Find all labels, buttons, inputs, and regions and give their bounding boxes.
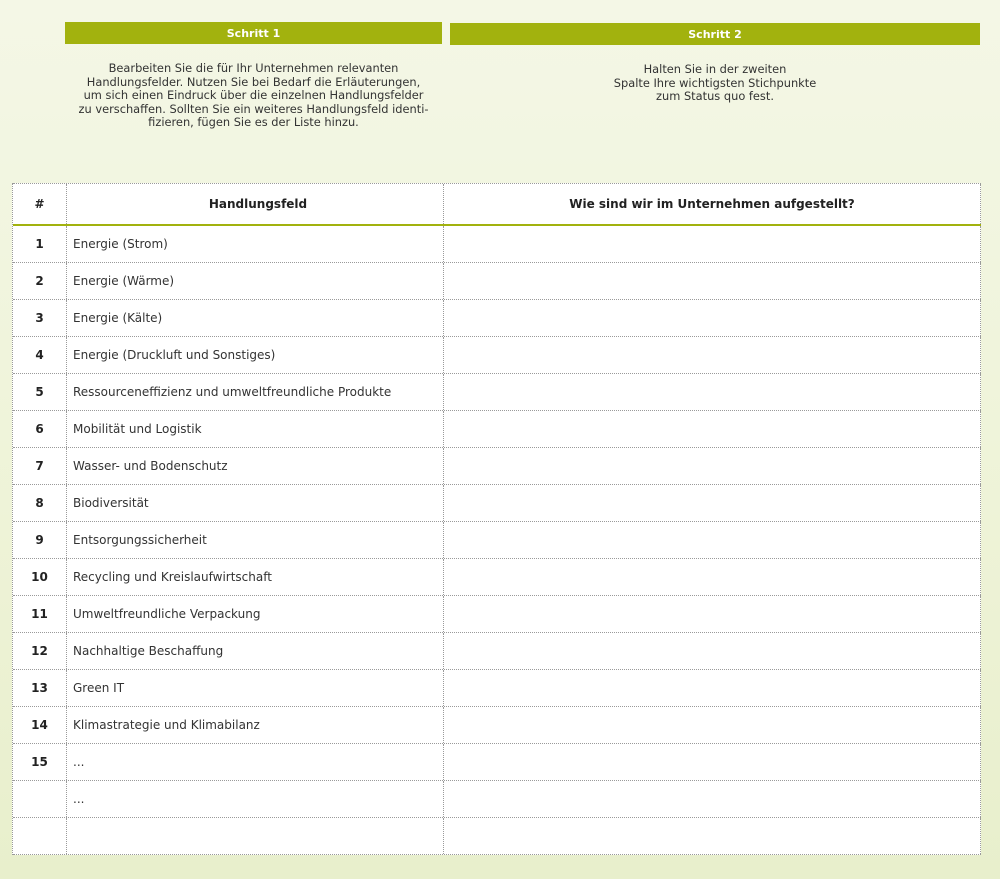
row-action-field[interactable]: Green IT xyxy=(67,670,444,706)
row-action-field[interactable]: Klimastrategie und Klimabilanz xyxy=(67,707,444,743)
table-row xyxy=(13,559,981,596)
row-number: 9 xyxy=(13,522,67,558)
table-row xyxy=(13,633,981,670)
table-row xyxy=(13,300,981,337)
row-status-notes[interactable] xyxy=(444,596,981,632)
step-1-line: Handlungsfelder. Nutzen Sie bei Bedarf die Erläuterungen, xyxy=(86,74,421,89)
row-action-field[interactable]: Energie (Strom) xyxy=(67,226,444,262)
row-number: 2 xyxy=(13,263,67,299)
row-action-field[interactable]: Umweltfreundliche Verpackung xyxy=(67,596,444,632)
table-row xyxy=(13,226,981,263)
row-status-notes[interactable] xyxy=(444,781,981,817)
row-number: 7 xyxy=(13,448,67,484)
action-fields-table xyxy=(12,183,981,855)
row-status-notes[interactable] xyxy=(444,707,981,743)
row-action-field[interactable]: Biodiversität xyxy=(67,485,444,521)
table-row xyxy=(13,670,981,707)
row-status-notes[interactable] xyxy=(444,448,981,484)
row-number: 13 xyxy=(13,670,67,706)
row-number xyxy=(13,781,67,817)
row-status-notes[interactable] xyxy=(444,485,981,521)
row-action-field[interactable] xyxy=(67,818,444,854)
row-number: 11 xyxy=(13,596,67,632)
row-action-field[interactable]: Entsorgungssicherheit xyxy=(67,522,444,558)
row-status-notes[interactable] xyxy=(444,300,981,336)
step-2-line: Halten Sie in der zweiten xyxy=(643,62,787,76)
table-row xyxy=(13,411,981,448)
step-1-line: Bearbeiten Sie die für Ihr Unternehmen relevanten xyxy=(108,61,399,75)
row-action-field[interactable]: Energie (Druckluft und Sonstiges) xyxy=(67,337,444,373)
row-action-field[interactable]: Energie (Kälte) xyxy=(67,300,444,336)
table-row xyxy=(13,374,981,411)
step-2-header: Schritt 2 xyxy=(450,23,980,45)
row-status-notes[interactable] xyxy=(444,411,981,447)
row-status-notes[interactable] xyxy=(444,522,981,558)
step-2-instructions xyxy=(450,63,980,104)
row-action-field[interactable]: Energie (Wärme) xyxy=(67,263,444,299)
step-1-header: Schritt 1 xyxy=(65,22,442,44)
row-number: 3 xyxy=(13,300,67,336)
row-status-notes[interactable] xyxy=(444,744,981,780)
header-status: Wie sind wir im Unternehmen aufgestellt? xyxy=(444,184,981,224)
row-action-field[interactable]: Wasser- und Bodenschutz xyxy=(67,448,444,484)
table-row xyxy=(13,263,981,300)
row-number: 10 xyxy=(13,559,67,595)
table-row xyxy=(13,707,981,744)
row-number: 6 xyxy=(13,411,67,447)
step-2-line: zum Status quo fest. xyxy=(656,89,774,104)
table-row xyxy=(13,485,981,522)
step-2-line: Spalte Ihre wichtigsten Stichpunkte xyxy=(613,75,817,90)
row-number: 12 xyxy=(13,633,67,669)
table-header-row xyxy=(13,183,981,226)
row-action-field[interactable]: Mobilität und Logistik xyxy=(67,411,444,447)
table-row xyxy=(13,337,981,374)
table-row xyxy=(13,448,981,485)
step-1-line: zu verschaffen. Sollten Sie ein weiteres Handlungsfeld identi- xyxy=(78,101,429,116)
row-status-notes[interactable] xyxy=(444,374,981,410)
row-status-notes[interactable] xyxy=(444,337,981,373)
row-number: 1 xyxy=(13,226,67,262)
row-status-notes[interactable] xyxy=(444,670,981,706)
row-status-notes[interactable] xyxy=(444,633,981,669)
step-1-line: fizieren, fügen Sie es der Liste hinzu. xyxy=(148,115,359,130)
row-number: 4 xyxy=(13,337,67,373)
table-row xyxy=(13,781,981,818)
row-number: 15 xyxy=(13,744,67,780)
header-number: # xyxy=(13,184,67,224)
table-row xyxy=(13,744,981,781)
row-status-notes[interactable] xyxy=(444,559,981,595)
table-row xyxy=(13,522,981,559)
row-action-field[interactable]: Nachhaltige Beschaffung xyxy=(67,633,444,669)
row-status-notes[interactable] xyxy=(444,226,981,262)
step-1-line: um sich einen Eindruck über die einzelnen Handlungsfelder xyxy=(83,88,424,103)
row-action-field[interactable]: Recycling und Kreislaufwirtschaft xyxy=(67,559,444,595)
row-number xyxy=(13,818,67,854)
row-number: 5 xyxy=(13,374,67,410)
row-action-field[interactable]: ... xyxy=(67,781,444,817)
row-status-notes[interactable] xyxy=(444,263,981,299)
row-action-field[interactable]: ... xyxy=(67,744,444,780)
row-number: 8 xyxy=(13,485,67,521)
row-action-field[interactable]: Ressourceneffizienz und umweltfreundliche Produkte xyxy=(67,374,444,410)
table-row xyxy=(13,818,981,855)
header-action-field: Handlungsfeld xyxy=(67,184,444,224)
table-row xyxy=(13,596,981,633)
row-status-notes[interactable] xyxy=(444,818,981,854)
row-number: 14 xyxy=(13,707,67,743)
step-1-instructions xyxy=(65,62,442,130)
